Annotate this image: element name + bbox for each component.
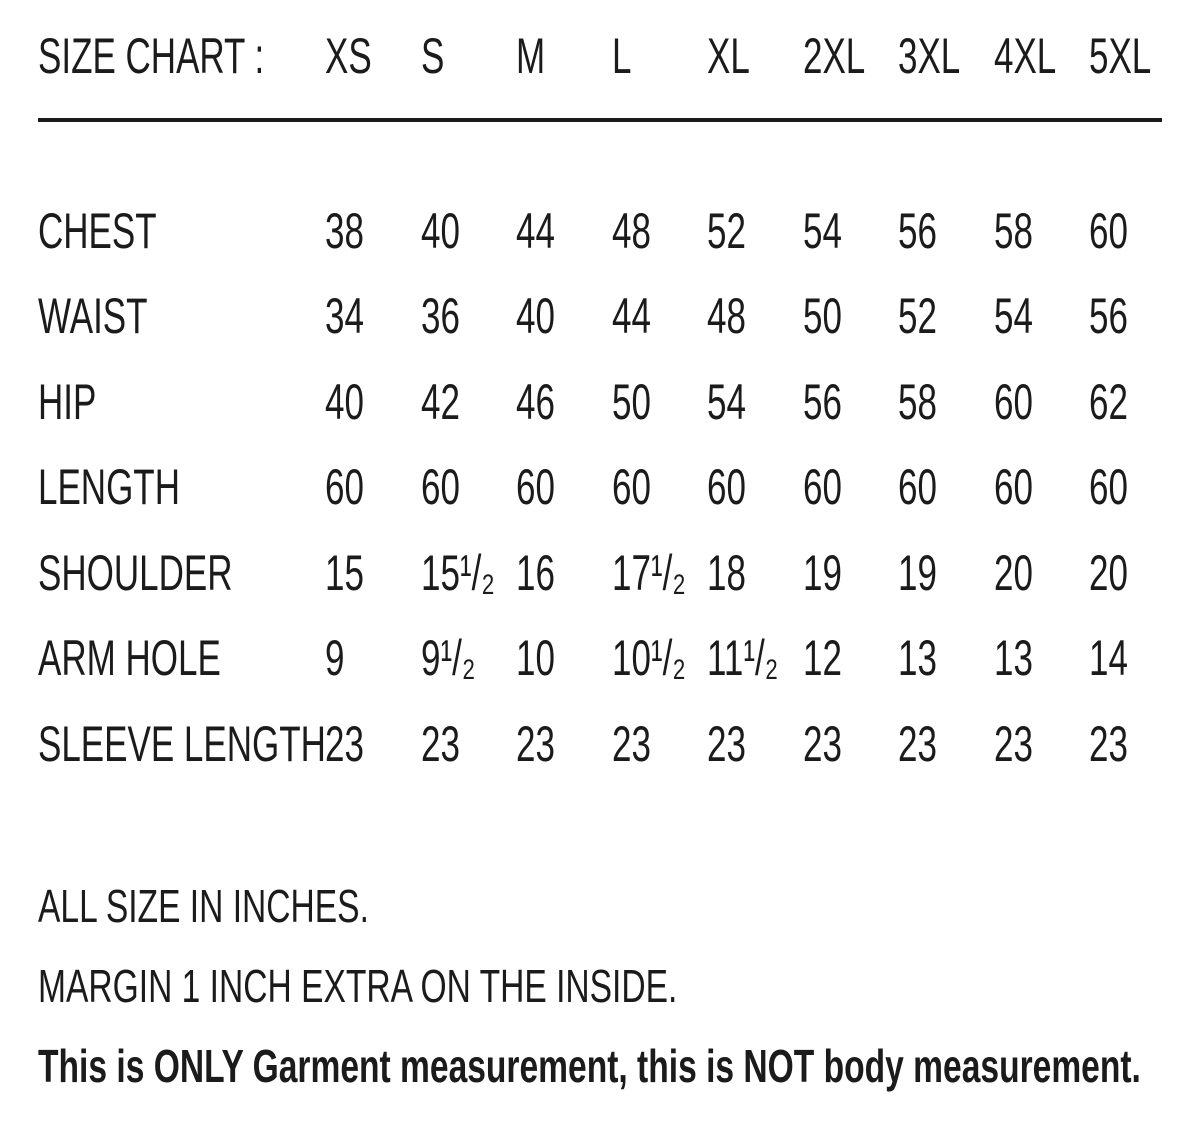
row-label: ARM HOLE	[38, 630, 221, 687]
size-chart-header-row	[38, 28, 1200, 84]
value-cell: 62	[1089, 373, 1128, 430]
note-margin	[38, 946, 1200, 1026]
value-cell: 23	[898, 715, 937, 772]
row-label: HIP	[38, 373, 97, 430]
value-cell: 56	[898, 202, 937, 259]
value-cell: 42	[420, 373, 460, 430]
value-cell: 23	[611, 715, 651, 772]
table-row	[38, 274, 1200, 360]
table-row	[38, 701, 1200, 787]
value-cell: 36	[420, 288, 460, 345]
value-cell: 60	[420, 459, 460, 516]
column-header-xs: XS	[325, 28, 372, 84]
header-divider	[38, 118, 1162, 122]
value-cell: 14	[1089, 630, 1128, 687]
size-chart-title-text: SIZE CHART :	[38, 28, 265, 84]
value-cell: 9¹/₂	[420, 630, 475, 687]
value-cell: 40	[516, 288, 555, 345]
value-cell: 60	[898, 459, 937, 516]
value-cell: 12	[802, 630, 842, 687]
row-label: WAIST	[38, 288, 148, 345]
value-cell: 23	[420, 715, 460, 772]
column-header-3xl: 3XL	[898, 28, 961, 84]
value-cell: 23	[707, 715, 746, 772]
value-cell: 23	[516, 715, 555, 772]
value-cell: 54	[802, 202, 842, 259]
value-cell: 23	[802, 715, 842, 772]
footer-notes	[38, 866, 1200, 1106]
value-cell: 10	[516, 630, 555, 687]
value-cell: 44	[611, 288, 651, 345]
note-disclaimer-text: This is ONLY Garment measurement, this is NOT body measurement.	[38, 1039, 1141, 1092]
value-cell: 60	[802, 459, 842, 516]
column-header-m: M	[516, 28, 546, 84]
value-cell: 17¹/₂	[611, 544, 686, 601]
value-cell: 46	[516, 373, 555, 430]
value-cell: 23	[993, 715, 1033, 772]
note-units	[38, 866, 1200, 946]
note-margin-text: MARGIN 1 INCH EXTRA ON THE INSIDE.	[38, 959, 678, 1012]
value-cell: 56	[1089, 288, 1128, 345]
value-cell: 19	[898, 544, 937, 601]
column-header-5xl: 5XL	[1089, 28, 1152, 84]
size-chart-title	[38, 28, 325, 84]
note-disclaimer	[38, 1026, 1200, 1106]
value-cell: 60	[516, 459, 555, 516]
column-header-xl: XL	[707, 28, 750, 84]
value-cell: 15	[325, 544, 364, 601]
value-cell: 11¹/₂	[707, 630, 779, 687]
value-cell: 38	[325, 202, 364, 259]
row-label: SLEEVE LENGTH	[38, 715, 326, 772]
table-row	[38, 530, 1200, 616]
value-cell: 16	[516, 544, 555, 601]
column-header-2xl: 2XL	[802, 28, 865, 84]
value-cell: 50	[611, 373, 651, 430]
value-cell: 58	[898, 373, 937, 430]
value-cell: 19	[802, 544, 842, 601]
value-cell: 56	[802, 373, 842, 430]
table-row	[38, 359, 1200, 445]
value-cell: 18	[707, 544, 746, 601]
column-header-4xl: 4XL	[993, 28, 1056, 84]
value-cell: 52	[898, 288, 937, 345]
value-cell: 54	[993, 288, 1033, 345]
value-cell: 44	[516, 202, 555, 259]
table-row	[38, 188, 1200, 274]
value-cell: 60	[707, 459, 746, 516]
column-header-l: L	[611, 28, 631, 84]
row-label: SHOULDER	[38, 544, 233, 601]
value-cell: 54	[707, 373, 746, 430]
size-table-body	[38, 188, 1200, 787]
value-cell: 34	[325, 288, 364, 345]
value-cell: 13	[993, 630, 1033, 687]
value-cell: 60	[611, 459, 651, 516]
value-cell: 60	[1089, 202, 1128, 259]
value-cell: 52	[707, 202, 746, 259]
row-label: LENGTH	[38, 459, 180, 516]
value-cell: 23	[325, 715, 364, 772]
value-cell: 60	[993, 459, 1033, 516]
value-cell: 48	[707, 288, 746, 345]
value-cell: 13	[898, 630, 937, 687]
value-cell: 48	[611, 202, 651, 259]
value-cell: 58	[993, 202, 1033, 259]
value-cell: 23	[1089, 715, 1128, 772]
note-units-text: ALL SIZE IN INCHES.	[38, 879, 369, 932]
value-cell: 15¹/₂	[420, 544, 495, 601]
table-row	[38, 445, 1200, 531]
value-cell: 60	[325, 459, 364, 516]
value-cell: 60	[993, 373, 1033, 430]
column-header-s: S	[420, 28, 444, 84]
row-label: CHEST	[38, 202, 157, 259]
value-cell: 60	[1089, 459, 1128, 516]
value-cell: 9	[325, 630, 345, 687]
value-cell: 50	[802, 288, 842, 345]
value-cell: 20	[1089, 544, 1128, 601]
value-cell: 40	[420, 202, 460, 259]
value-cell: 20	[993, 544, 1033, 601]
table-row	[38, 616, 1200, 702]
value-cell: 10¹/₂	[611, 630, 686, 687]
value-cell: 40	[325, 373, 364, 430]
